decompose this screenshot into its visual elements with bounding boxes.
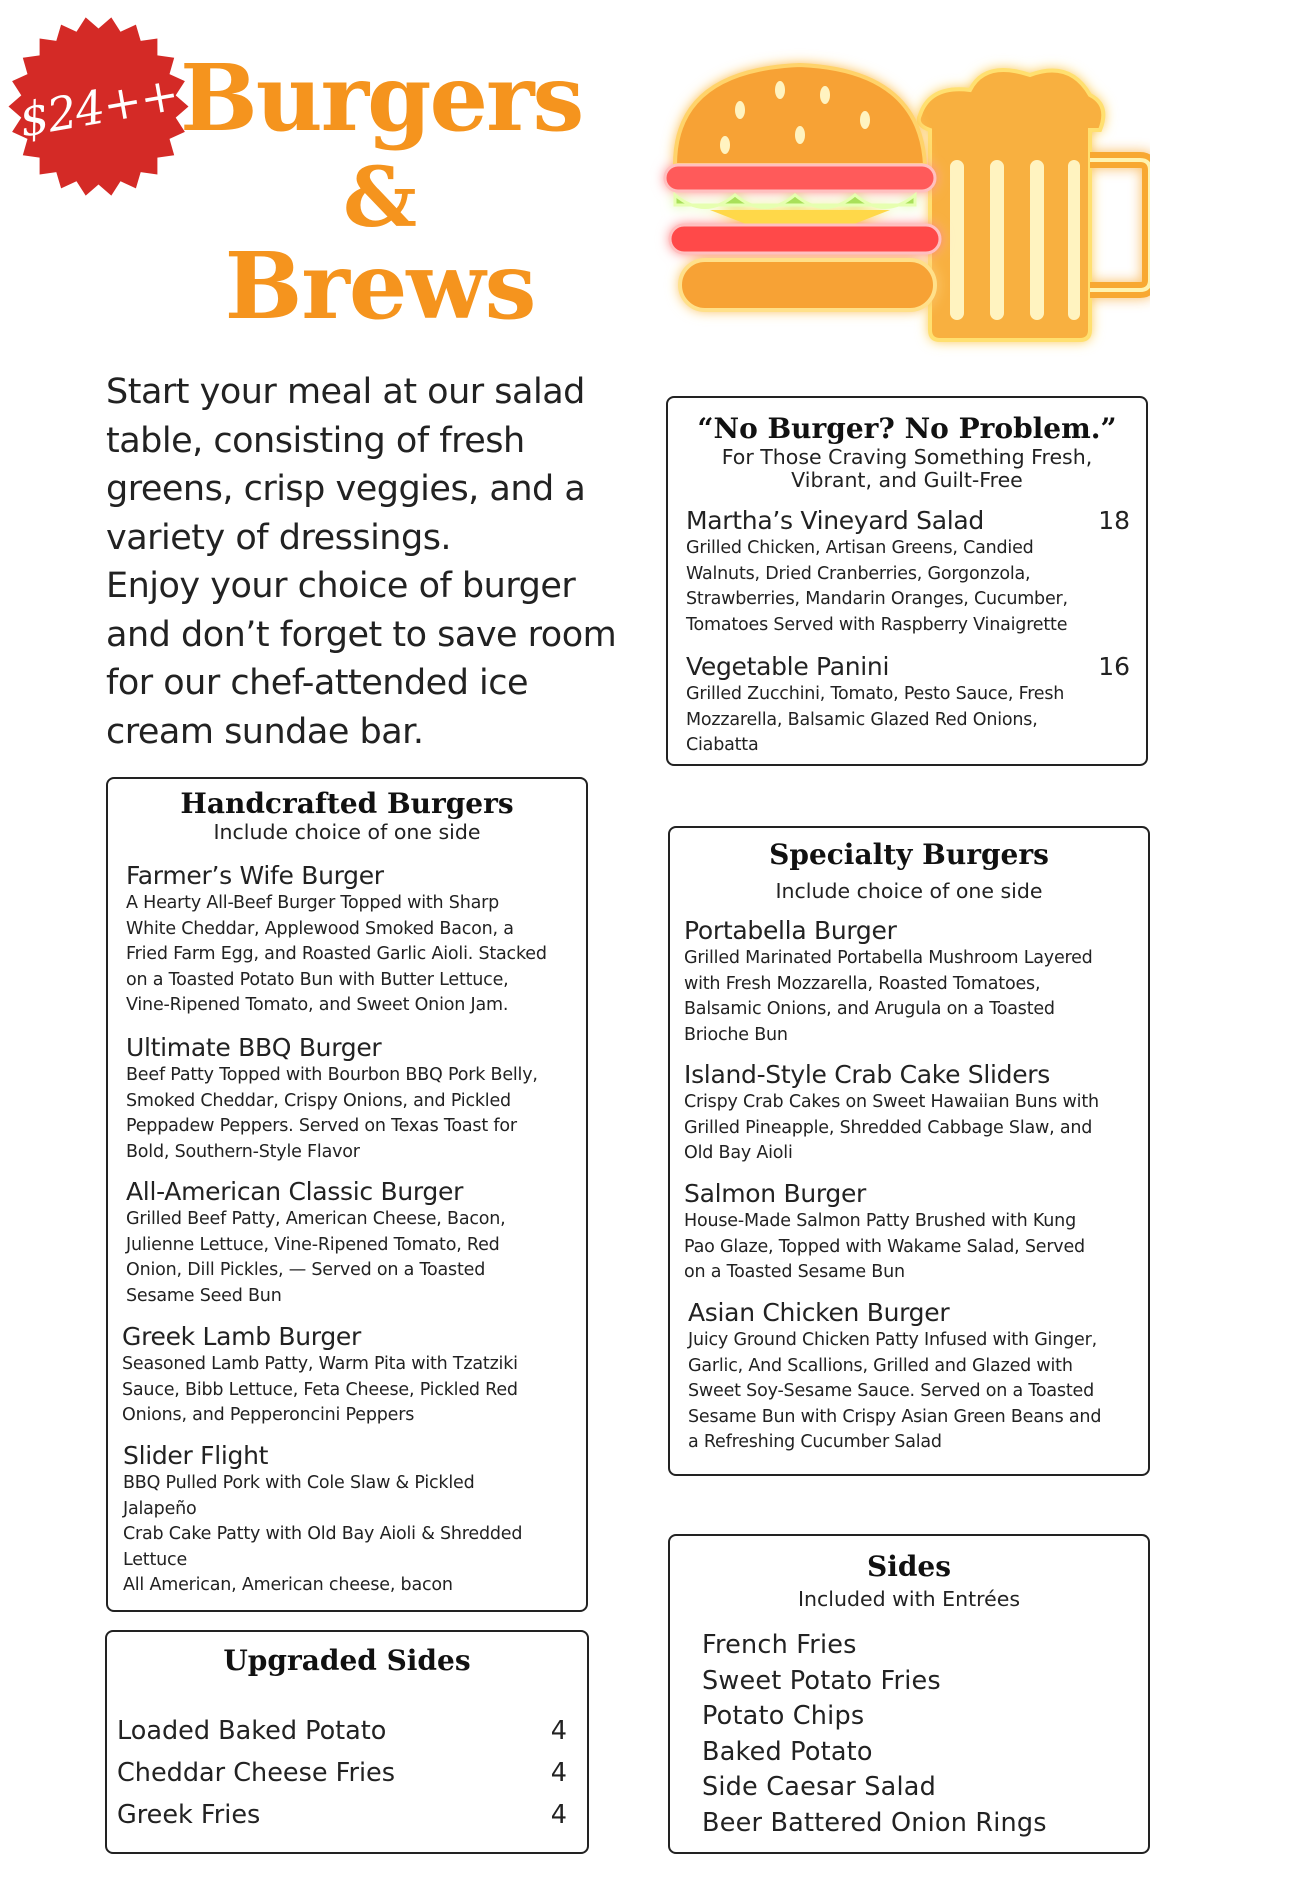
item-name: Farmer’s Wife Burger xyxy=(126,861,384,890)
item-name: Ultimate BBQ Burger xyxy=(126,1033,382,1062)
menu-item xyxy=(688,1298,1138,1456)
item-desc-line: Julienne Lettuce, Vine-Ripened Tomato, Red xyxy=(126,1234,500,1255)
upgraded-side-row xyxy=(117,1716,567,1746)
side-item: Side Caesar Salad xyxy=(702,1772,936,1802)
item-desc-line: Crab Cake Patty with Old Bay Aioli & Shredded xyxy=(123,1524,523,1544)
item-desc-line: Sesame Bun with Crispy Asian Green Beans and xyxy=(688,1406,1102,1427)
item-desc-line: on a Toasted Potato Bun with Butter Lettuce, xyxy=(126,969,509,990)
sides-subtitle: Included with Entrées xyxy=(797,1587,1021,1611)
item-name: Salmon Burger xyxy=(684,1179,867,1208)
intro-line: Enjoy your choice of burger xyxy=(106,566,576,606)
item-desc-line: Grilled Marinated Portabella Mushroom Layered xyxy=(684,948,1093,968)
item-desc-line: A Hearty All-Beef Burger Topped with Sharp xyxy=(126,893,500,913)
item-desc-line: Mozzarella, Balsamic Glazed Red Onions, xyxy=(686,709,1038,730)
intro-paragraph xyxy=(106,368,646,756)
no-burger-box xyxy=(666,396,1148,766)
upgraded-side-row xyxy=(117,1758,567,1788)
upgraded-side-price: 4 xyxy=(550,1716,567,1746)
item-name: Asian Chicken Burger xyxy=(688,1298,950,1327)
item-desc-line: Sweet Soy-Sesame Sauce. Served on a Toasted xyxy=(688,1381,1094,1401)
intro-line: variety of dressings. xyxy=(106,517,452,558)
intro-line: and don’t forget to save room xyxy=(106,614,617,655)
item-desc-line: Crispy Crab Cakes on Sweet Hawaiian Buns with xyxy=(684,1092,1099,1112)
item-desc-line: Jalapeño xyxy=(123,1498,197,1519)
menu-item xyxy=(686,506,1130,638)
item-desc-line: Vine-Ripened Tomato, and Sweet Onion Jam. xyxy=(126,995,509,1015)
sides-box xyxy=(668,1534,1150,1854)
menu-item xyxy=(684,1179,1138,1286)
neon-beer-mug-icon xyxy=(919,70,1150,340)
menu-item xyxy=(684,916,1138,1048)
upgraded-side-name: Loaded Baked Potato xyxy=(117,1716,387,1746)
upgraded-sides-title: Upgraded Sides xyxy=(223,1644,471,1677)
item-desc-line: Fried Farm Egg, and Roasted Garlic Aioli. Stacked xyxy=(126,944,547,964)
item-name: Greek Lamb Burger xyxy=(122,1322,361,1351)
item-desc-line: Bold, Southern-Style Flavor xyxy=(126,1141,360,1162)
item-desc-line: Balsamic Onions, and Arugula on a Toasted xyxy=(684,999,1055,1019)
item-price: 18 xyxy=(1098,506,1130,535)
intro-line: greens, crisp veggies, and a xyxy=(106,469,586,509)
item-desc-line: a Refreshing Cucumber Salad xyxy=(688,1432,942,1452)
item-desc-line: on a Toasted Sesame Bun xyxy=(684,1262,905,1282)
side-item: Sweet Potato Fries xyxy=(702,1665,941,1696)
upgraded-side-row xyxy=(117,1800,567,1830)
upgraded-side-price: 4 xyxy=(550,1758,567,1788)
item-desc-line: Peppadew Peppers. Served on Texas Toast for xyxy=(126,1116,517,1136)
price-badge xyxy=(6,14,191,199)
handcrafted-burgers-box xyxy=(106,777,588,1612)
item-desc-line: Brioche Bun xyxy=(684,1024,788,1045)
menu-item xyxy=(123,1441,576,1599)
upgraded-side-price: 4 xyxy=(550,1800,567,1830)
menu-item xyxy=(686,652,1130,759)
no-burger-title: “No Burger? No Problem.” xyxy=(697,412,1117,445)
upgraded-sides-box xyxy=(105,1630,589,1854)
item-desc-line: Lettuce xyxy=(123,1549,188,1570)
handcrafted-title: Handcrafted Burgers xyxy=(180,787,514,820)
menu-item xyxy=(122,1322,576,1429)
no-burger-subtitle-1: For Those Craving Something Fresh, xyxy=(721,445,1093,469)
specialty-title: Specialty Burgers xyxy=(769,838,1049,871)
item-desc-line: Beef Patty Topped with Bourbon BBQ Pork Belly, xyxy=(126,1065,538,1085)
item-desc-line: All American, American cheese, bacon xyxy=(123,1575,453,1595)
menu-item xyxy=(126,1033,576,1165)
menu-item xyxy=(684,1060,1138,1167)
side-item: Beer Battered Onion Rings xyxy=(702,1807,1047,1838)
item-desc-line: White Cheddar, Applewood Smoked Bacon, a xyxy=(126,918,514,939)
sides-list xyxy=(702,1628,1047,1841)
item-name: Portabella Burger xyxy=(684,916,897,945)
item-desc-line: Old Bay Aioli xyxy=(684,1143,793,1163)
item-desc-line: Juicy Ground Chicken Patty Infused with Ginger, xyxy=(688,1330,1097,1350)
no-burger-subtitle-2: Vibrant, and Guilt-Free xyxy=(791,468,1023,492)
neon-artwork xyxy=(650,40,1150,360)
item-desc-line: Pao Glaze, Topped with Wakame Salad, Served xyxy=(684,1236,1085,1257)
item-desc-line: Tomatoes Served with Raspberry Vinaigrette xyxy=(686,614,1068,635)
specialty-subtitle: Include choice of one side xyxy=(775,879,1043,903)
menu-item xyxy=(126,861,576,1019)
side-item: Potato Chips xyxy=(702,1701,865,1731)
sides-title: Sides xyxy=(866,1550,951,1583)
item-name: Slider Flight xyxy=(123,1441,269,1470)
item-desc-line: Garlic, And Scallions, Grilled and Glazed with xyxy=(688,1355,1073,1376)
item-desc-line: BBQ Pulled Pork with Cole Slaw & Pickled xyxy=(123,1473,475,1493)
item-desc-line: Smoked Cheddar, Crispy Onions, and Pickled xyxy=(126,1090,511,1111)
intro-line: table, consisting of fresh xyxy=(106,420,525,461)
handcrafted-subtitle: Include choice of one side xyxy=(213,820,481,844)
item-desc-line: Walnuts, Dried Cranberries, Gorgonzola, xyxy=(686,563,1031,584)
item-desc-line: Onion, Dill Pickles, — Served on a Toasted xyxy=(126,1260,486,1280)
item-name: Island-Style Crab Cake Sliders xyxy=(684,1060,1051,1089)
title-ampersand: & xyxy=(342,150,418,246)
item-desc-line: House-Made Salmon Patty Brushed with Kung xyxy=(684,1211,1076,1231)
title-burgers: Burgers xyxy=(180,44,583,152)
item-name: Vegetable Panini xyxy=(686,652,890,681)
item-desc-line: Grilled Zucchini, Tomato, Pesto Sauce, Fresh xyxy=(686,684,1065,704)
item-desc-line: Strawberries, Mandarin Oranges, Cucumber, xyxy=(686,589,1068,609)
item-desc-line: with Fresh Mozzarella, Roasted Tomatoes, xyxy=(684,973,1041,994)
upgraded-side-name: Greek Fries xyxy=(117,1800,261,1830)
item-desc-line: Grilled Chicken, Artisan Greens, Candied xyxy=(686,538,1034,558)
upgraded-side-name: Cheddar Cheese Fries xyxy=(117,1758,396,1788)
item-price: 16 xyxy=(1098,652,1130,681)
item-desc-line: Seasoned Lamb Patty, Warm Pita with Tzatziki xyxy=(122,1354,518,1374)
badge-price-text: $24++ xyxy=(15,66,182,147)
intro-line: for our chef-attended ice xyxy=(106,663,529,703)
item-desc-line: Sauce, Bibb Lettuce, Feta Cheese, Pickled Red xyxy=(122,1379,518,1400)
item-desc-line: Grilled Pineapple, Shredded Cabbage Slaw, and xyxy=(684,1117,1093,1138)
neon-burger-icon xyxy=(665,65,940,310)
specialty-burgers-box xyxy=(668,826,1150,1476)
item-desc-line: Grilled Beef Patty, American Cheese, Bacon, xyxy=(126,1209,506,1229)
title-brews: Brews xyxy=(224,232,536,340)
side-item: French Fries xyxy=(702,1630,857,1660)
menu-item xyxy=(126,1177,576,1309)
side-item: Baked Potato xyxy=(702,1736,873,1767)
item-desc-line: Ciabatta xyxy=(686,735,759,755)
item-name: All-American Classic Burger xyxy=(126,1177,464,1206)
intro-line: Start your meal at our salad xyxy=(106,372,585,412)
intro-line: cream sundae bar. xyxy=(106,711,424,752)
item-name: Martha’s Vineyard Salad xyxy=(686,506,984,535)
item-desc-line: Onions, and Pepperoncini Peppers xyxy=(122,1405,415,1425)
item-desc-line: Sesame Seed Bun xyxy=(126,1285,282,1306)
